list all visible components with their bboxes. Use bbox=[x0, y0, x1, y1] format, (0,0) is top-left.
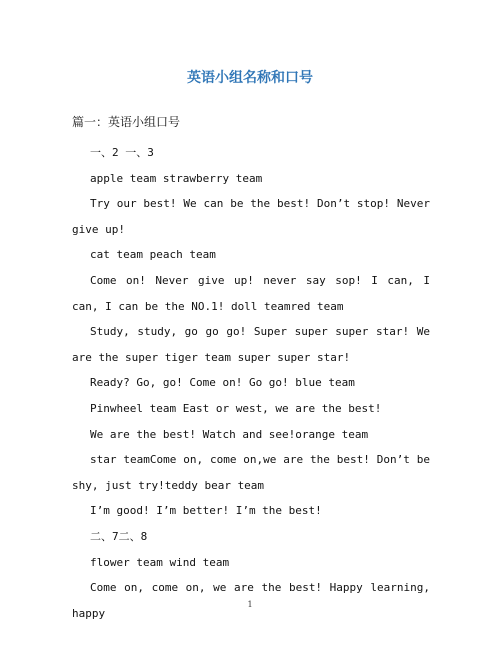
paragraph: We are the best! Watch and see!orange team bbox=[90, 427, 369, 441]
paragraph: Come on! Never give up! never say sop! I can, I can, I can be the NO.1! doll teamred team bbox=[72, 273, 430, 313]
paragraph: Study, study, go go go! Super super super star! We are the super tiger team super super star! bbox=[72, 325, 430, 364]
paragraph: cat team peach team bbox=[90, 248, 216, 262]
paragraph: Try our best! We can be the best! Don’t stop! Never give up! bbox=[72, 197, 430, 236]
paragraph: Come on, come on, we are the best! Happy learning, happy bbox=[72, 581, 430, 620]
paragraph: flower team wind team bbox=[90, 555, 230, 569]
paragraph: 二、7二、8 bbox=[90, 529, 148, 543]
page-number: 1 bbox=[247, 600, 253, 609]
paragraph: I’m good! I’m better! I’m the best! bbox=[90, 504, 322, 518]
document-title: 英语小组名称和口号 bbox=[187, 70, 313, 86]
paragraph: apple team strawberry team bbox=[90, 171, 263, 185]
section-heading: 篇一：英语小组口号 bbox=[72, 115, 181, 129]
paragraph: Ready? Go, go! Come on! Go go! blue team bbox=[90, 376, 355, 390]
paragraph: Pinwheel team East or west, we are the best! bbox=[90, 401, 382, 415]
paragraph: star teamCome on, come on,we are the best! Don’t be shy, just try!teddy bear team bbox=[72, 453, 430, 492]
paragraph: 一、2 一、3 bbox=[90, 146, 154, 159]
document-body bbox=[72, 140, 430, 626]
